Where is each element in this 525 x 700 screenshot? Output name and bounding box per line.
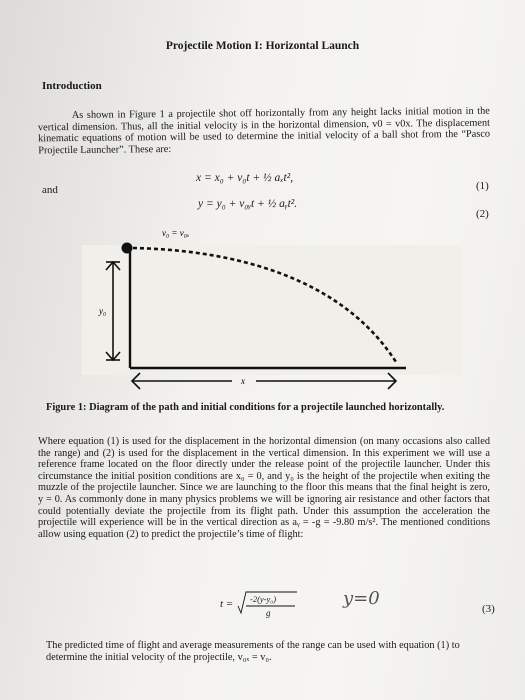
- velocity-label: v₀ = v₀ₓ: [162, 228, 190, 238]
- figure-caption: Figure 1: Diagram of the path and initial conditions for a projectile launched horizontally.: [46, 402, 445, 413]
- equation-1: x = x₀ + v₀t + ½ aₓt²,: [196, 172, 294, 184]
- figure-background: [82, 245, 462, 375]
- intro-text: As shown in Figure 1 a projectile shot off horizontally from any height lacks initial motion in the vertical dimension. Thus, all the initial velocity is in the horizontal dimension, v0 = v0x. The displacement kinematic equations of motion will be used to determine the initial velocity of a ball shot from the “Pasco Projectile Launcher”. These are:: [37, 105, 491, 157]
- equation-1-number: (1): [476, 180, 489, 192]
- height-label: y₀: [99, 306, 107, 316]
- range-label: x: [241, 376, 245, 386]
- eq3-numerator: -2(y-y₀): [250, 594, 277, 604]
- handwritten-note: y=0: [343, 588, 380, 609]
- equation-3-number: (3): [482, 603, 495, 615]
- eq3-lhs: t =: [220, 598, 234, 610]
- eq3-denominator: g: [266, 608, 271, 618]
- page-title: Projectile Motion I: Horizontal Launch: [165, 40, 360, 52]
- section-heading: Introduction: [42, 80, 102, 92]
- and-label: and: [42, 184, 58, 196]
- final-paragraph: The predicted time of flight and average measurements of the range can be used with equation (1) to determine the initial velocity of the projectile, v₀ₓ = v₀.: [46, 640, 460, 663]
- projectile-ball: [122, 243, 133, 254]
- equation-2: y = y₀ + v₀ᵧt + ½ aᵧt².: [198, 198, 298, 210]
- body-paragraph: Where equation (1) is used for the displacement in the horizontal dimension (on many occasions also called the range) and (2) is used for the displacement in the vertical dimension. In this experiment we will use a reference frame located on the floor directly under the release point of the projectile launcher. Under this circumstance the initial position conditions are x₀ = 0, and y₀ is the height of the projectile when exiting the muzzle of the projectile launcher. Since we are launching to the floor this means that the final height is zero, y = 0. As commonly done in many physics problems we will be ignoring air resistance and other factors that could potentially deviate the projectile from its flight path. Under this assumption the acceleration the projectile will experience will be in the vertical direction as aᵧ = -g = -9.80 m/s². The mentioned conditions allow using equation (2) to predict the projectile’s time of flight:: [38, 436, 490, 540]
- equation-2-number: (2): [476, 208, 489, 220]
